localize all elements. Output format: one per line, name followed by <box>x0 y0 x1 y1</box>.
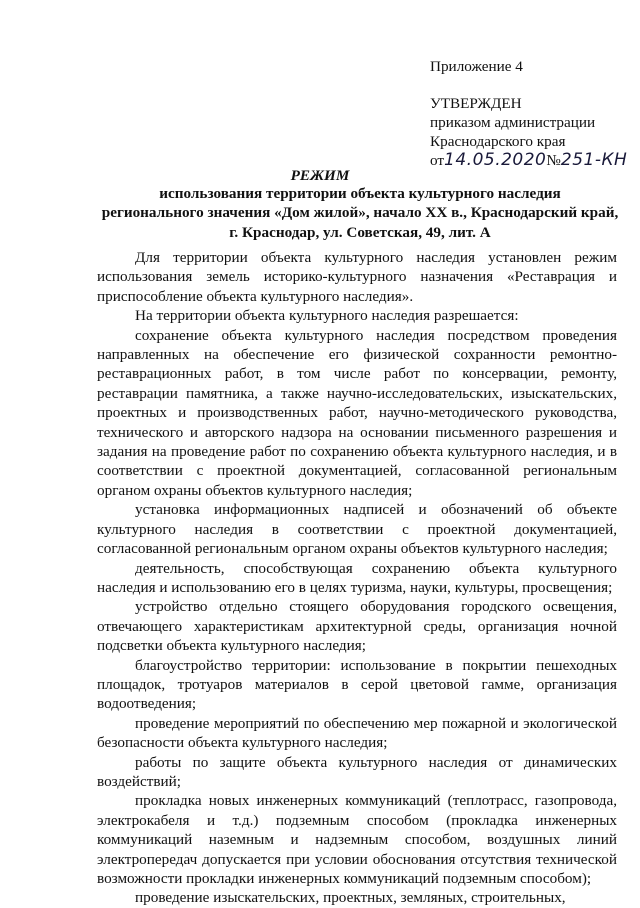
subtitle-line: использования территории объекта культурного наследия <box>159 185 561 202</box>
list-item: устройство отдельно стоящего оборудования городского освещения, отвечающего характеристикам архитектурной среды, организация ночной подсветки объекта культурного наследия; <box>97 598 617 655</box>
approval-block <box>430 94 627 170</box>
appendix-label: Приложение 4 <box>430 58 523 75</box>
paragraph: На территории объекта культурного наследия разрешается: <box>135 307 519 325</box>
approval-line-approved: УТВЕРЖДЕН <box>430 95 522 112</box>
paragraph: Для территории объекта культурного наследия установлен режим использования земель историко-культурного назначения «Реставрация и приспособление объекта культурного наследия». <box>97 249 617 305</box>
list-item: благоустройство территории: использование в покрытии пешеходных площадок, тротуаров материалов в серой цветовой гамме, организация водоотведения; <box>97 656 617 713</box>
list-item: деятельность, способствующая сохранению объекта культурного наследия и использованию его в целях туризма, науки, культуры, просвещения; <box>97 559 617 596</box>
list-item: проведение изыскательских, проектных, земляных, строительных, <box>135 889 566 907</box>
document-subtitle <box>90 184 630 242</box>
list-item: установка информационных надписей и обозначений об объекте культурного наследия в соответствии с проектной документацией, согласованной региональным органом охраны объектов культурного наследия; <box>97 501 617 558</box>
document-body <box>97 248 617 908</box>
number-sign: № <box>546 152 561 169</box>
subtitle-line: регионального значения «Дом жилой», начало XX в., Краснодарский край, <box>101 204 619 222</box>
document-title: РЕЖИМ <box>290 167 350 184</box>
list-item: сохранение объекта культурного наследия посредством проведения направленных на обеспечение его физической сохранности ремонтно-реставрационных работ, в том числе работ по консервации, ремонту, реставрации памятника, а также научно-исследовательских, изыскательских, проектных и производственных работ, научно-методического руководства, технического и авторского надзора на основании письменного разрешения и задания на проведение работ по сохранению объекта культурного наследия, и в соответствии с проектной документацией, согласованной региональным органом охраны объектов культурного наследия; <box>97 326 617 499</box>
approval-line-order: приказом администрации <box>430 114 596 131</box>
from-label: от <box>430 152 445 169</box>
handwritten-number: 251-КН <box>560 150 628 170</box>
subtitle-line: г. Краснодар, ул. Советская, 49, лит. А <box>229 223 491 241</box>
handwritten-date: 14.05.2020 <box>444 150 547 170</box>
approval-line-region: Краснодарского края <box>430 133 566 150</box>
list-item: проведение мероприятий по обеспечению мер пожарной и экологической безопасности объекта культурного наследия; <box>97 714 617 752</box>
list-item: прокладка новых инженерных коммуникаций (теплотрасс, газопровода, электрокабеля и т.д.) подземным способом (прокладка инженерных коммуникаций наземным и надземным способом, воздушных линий электропередач допускается при условии обоснования отсутствия технической возможности прокладки инженерных коммуникаций подземным способом); <box>97 792 617 887</box>
list-item: работы по защите объекта культурного наследия от динамических воздействий; <box>97 753 617 790</box>
